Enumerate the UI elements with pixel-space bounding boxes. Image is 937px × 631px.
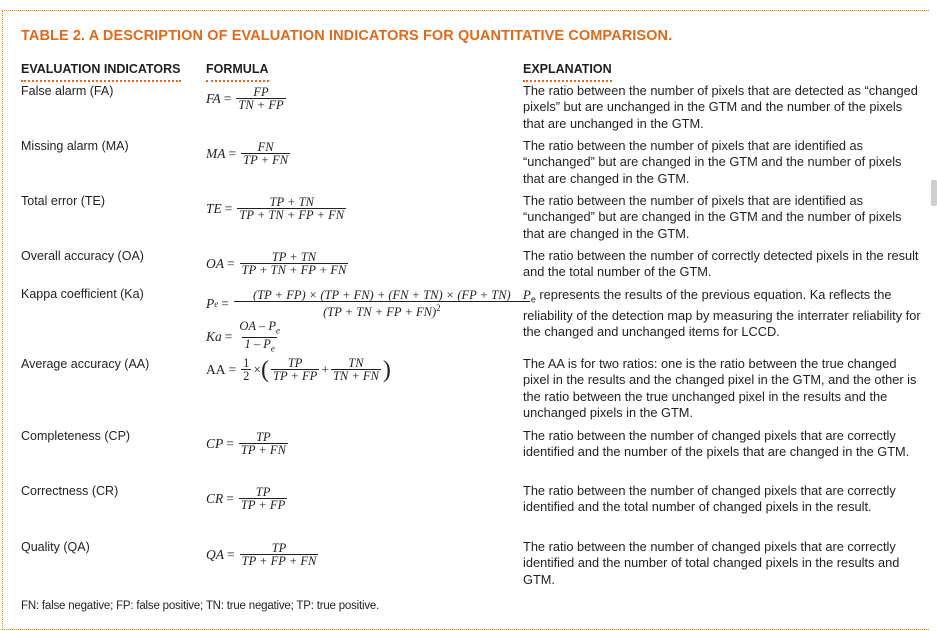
- row-name-oa: Overall accuracy (OA): [21, 249, 144, 263]
- row-name-aa: Average accuracy (AA): [21, 357, 150, 371]
- formula-ma: MA = $\frac{FN}{TP + FN}$: [206, 140, 289, 167]
- formula-pe: P e = $\frac{(TP + FP) \times (TP + FN) + (FN + TN) \times (FP + TN)}{(TP + TN + FP + FN)^2}$: [206, 289, 532, 318]
- header-explanation: EXPLANATION: [523, 62, 612, 82]
- row-expl-te: The ratio between the number of pixels that are identified as “unchanged” but are changed in the GTM and the number of pixels that are changed in the GTM.: [523, 193, 902, 241]
- row-name-qa: Quality (QA): [21, 540, 90, 554]
- formula-qa: QA = $\frac{TP}{TP + FP + FN}$: [206, 541, 317, 568]
- formula-aa: AA = $\frac{1}{2}$ × ( $\frac{TP}{TP + FP}$ + $\frac{TN}{TN + FN}$ ): [206, 356, 391, 383]
- row-name-ma: Missing alarm (MA): [21, 139, 129, 153]
- formula-fa: FA = $\frac{FP}{TN + FP}$: [206, 85, 284, 112]
- table-title: TABLE 2. A DESCRIPTION OF EVALUATION INDICATORS FOR QUANTITATIVE COMPARISON.: [21, 28, 673, 44]
- row-name-te: Total error (TE): [21, 194, 106, 208]
- row-expl-fa: The ratio between the number of pixels that are detected as “changed pixels” but are unchanged in the GTM and the number of the pixels that are unchanged in the GTM.: [523, 83, 918, 131]
- row-expl-ka: $P_e$ represents the results of the previous equation. Ka reflects the reliability of the detection map by measuring the interrater reliability for the changed and unchanged items for LCCD.: [523, 287, 921, 340]
- row-name-ka: Kappa coefficient (Ka): [21, 287, 144, 301]
- header-formula: FORMULA: [206, 62, 269, 82]
- header-indicators: EVALUATION INDICATORS: [21, 62, 181, 82]
- formula-cp: CP = $\frac{TP}{TP + FN}$: [206, 430, 286, 457]
- row-name-cr: Correctness (CR): [21, 484, 119, 498]
- row-name-fa: False alarm (FA): [21, 84, 114, 98]
- row-expl-oa: The ratio between the number of correctly detected pixels in the result and the total number of the GTM.: [523, 248, 919, 280]
- row-expl-qa: The ratio between the number of changed pixels that are correctly identified and the number of total changed pixels in the results and GTM.: [523, 539, 900, 587]
- formula-ka: Ka = $\frac{OA - P_e}{1 - P_e}$: [206, 319, 280, 353]
- formula-cr: CR = $\frac{TP}{TP + FP}$: [206, 485, 286, 512]
- row-expl-cp: The ratio between the number of changed pixels that are correctly identified and the number of the pixels that are changed in the GTM.: [523, 428, 910, 460]
- formula-te: TE = $\frac{TP + TN}{TP + TN + FP + FN}$: [206, 195, 345, 222]
- row-expl-aa: The AA is for two ratios: one is the ratio between the true changed pixel in the results and the changed pixel in the GTM, and the other is the ratio between the true unchanged pixel in the results and the unchanged pixels in the GTM.: [523, 356, 917, 421]
- row-expl-cr: The ratio between the number of changed pixels that are correctly identified and the total number of changed pixels in the result.: [523, 483, 896, 515]
- scrollbar-thumb[interactable]: [931, 180, 937, 206]
- row-name-cp: Completeness (CP): [21, 429, 131, 443]
- formula-oa: OA = $\frac{TP + TN}{TP + TN + FP + FN}$: [206, 250, 347, 277]
- table-footnote: FN: false negative; FP: false positive; TN: true negative; TP: true positive.: [21, 600, 380, 612]
- row-expl-ma: The ratio between the number of pixels that are identified as “unchanged” but are changed in the GTM and the number of pixels that are changed in the GTM.: [523, 138, 902, 186]
